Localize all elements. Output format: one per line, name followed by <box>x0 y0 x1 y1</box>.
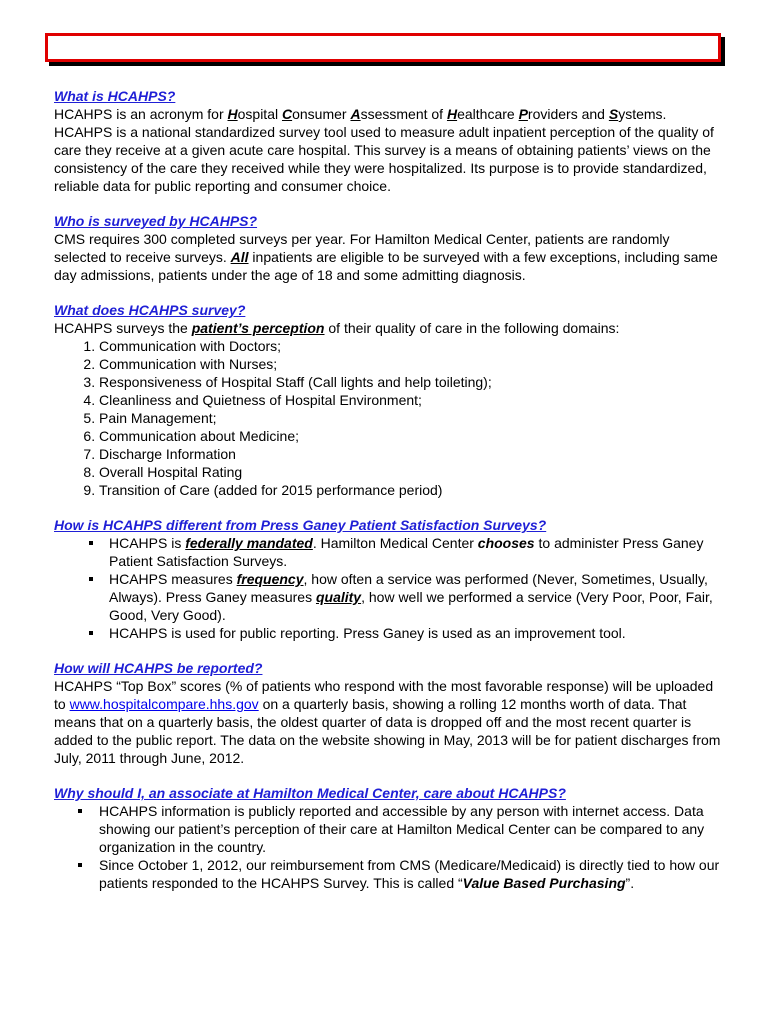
section-survey <box>54 301 724 499</box>
section-difference <box>54 516 724 642</box>
why-bullets <box>54 802 724 892</box>
list-item: 4. Cleanliness and Quietness of Hospital Environment; <box>99 391 724 409</box>
difference-bullets <box>54 534 724 642</box>
survey-intro-text: HCAHPS surveys the patient’s perception of their quality of care in the following domains: <box>54 320 620 336</box>
heading-press-ganey-difference: How is HCAHPS different from Press Ganey Patient Satisfaction Surveys? <box>54 517 547 533</box>
heading-what-is-hcahps: What is HCAHPS? <box>54 88 176 104</box>
list-item: 6. Communication about Medicine; <box>99 427 724 445</box>
reporting-body-text: HCAHPS “Top Box” scores (% of patients who respond with the most favorable response) will be uploaded to www.hospitalcompare.hhs.gov on a quarterly basis, showing a rolling 12 months worth of data. That means that on a quarterly basis, the oldest quarter of data is dropped off and the most recent quarter is added to the public report. The data on the website showing in May, 2013 will be for patient discharges from July, 2011 through June, 2012. <box>54 678 721 766</box>
heading-how-reported: How will HCAHPS be reported? <box>54 660 263 676</box>
list-item: 2. Communication with Nurses; <box>99 355 724 373</box>
heading-why-care: Why should I, an associate at Hamilton Medical Center, care about HCAHPS? <box>54 785 566 801</box>
list-item: 5. Pain Management; <box>99 409 724 427</box>
list-item: HCAHPS is used for public reporting. Press Ganey is used as an improvement tool. <box>54 624 724 642</box>
who-body-text: CMS requires 300 completed surveys per year. For Hamilton Medical Center, patients are randomly selected to receive surveys. All inpatients are eligible to be surveyed with a few exceptions, including same day admissions, patients under the age of 18 and some admitting diagnosis. <box>54 231 718 283</box>
list-item: 1. Communication with Doctors; <box>99 337 724 355</box>
list-item: 9. Transition of Care (added for 2015 performance period) <box>99 481 724 499</box>
acronym-paragraph: HCAHPS is an acronym for Hospital Consumer Assessment of Healthcare Providers and Systems. <box>54 106 667 122</box>
bullet-square-icon <box>78 809 82 813</box>
list-item: HCAHPS information is publicly reported and accessible by any person with internet access. Data showing our patient’s perception of their care at Hamilton Medical Center can be compared to any organization in the country. <box>54 802 724 856</box>
hospital-compare-link[interactable]: www.hospitalcompare.hhs.gov <box>69 696 259 712</box>
bullet-square-icon <box>78 863 82 867</box>
bullet-square-icon <box>89 541 93 545</box>
document-body <box>54 87 724 909</box>
list-item: 8. Overall Hospital Rating <box>99 463 724 481</box>
what-body-text: HCAHPS is a national standardized survey tool used to measure adult inpatient perception of the quality of care they receive at a given acute care hospital. This survey is a means of obtaining patients’ views on the consistency of the care they received while they were hospitalized. Its purpose is to provide standardized, reliable data for public reporting and consumer choice. <box>54 124 714 194</box>
domain-list <box>54 337 724 499</box>
heading-who-is-surveyed: Who is surveyed by HCAHPS? <box>54 213 258 229</box>
section-who <box>54 212 724 284</box>
list-item: 3. Responsiveness of Hospital Staff (Call lights and help toileting); <box>99 373 724 391</box>
section-why-care <box>54 784 724 892</box>
list-item: HCAHPS measures frequency, how often a service was performed (Never, Sometimes, Usually, Always). Press Ganey measures quality, how well we performed a service (Very Poor, Poor, Fair, Good, Very Good). <box>54 570 724 624</box>
list-item: Since October 1, 2012, our reimbursement from CMS (Medicare/Medicaid) is directly tied to how our patients responded to the HCAHPS Survey. This is called “Value Based Purchasing”. <box>54 856 724 892</box>
heading-what-does-survey: What does HCAHPS survey? <box>54 302 246 318</box>
bullet-square-icon <box>89 577 93 581</box>
bullet-square-icon <box>89 631 93 635</box>
title-box <box>45 33 721 62</box>
list-item: HCAHPS is federally mandated. Hamilton Medical Center chooses to administer Press Ganey Patient Satisfaction Surveys. <box>54 534 724 570</box>
section-reporting <box>54 659 724 767</box>
section-what <box>54 87 724 195</box>
list-item: 7. Discharge Information <box>99 445 724 463</box>
